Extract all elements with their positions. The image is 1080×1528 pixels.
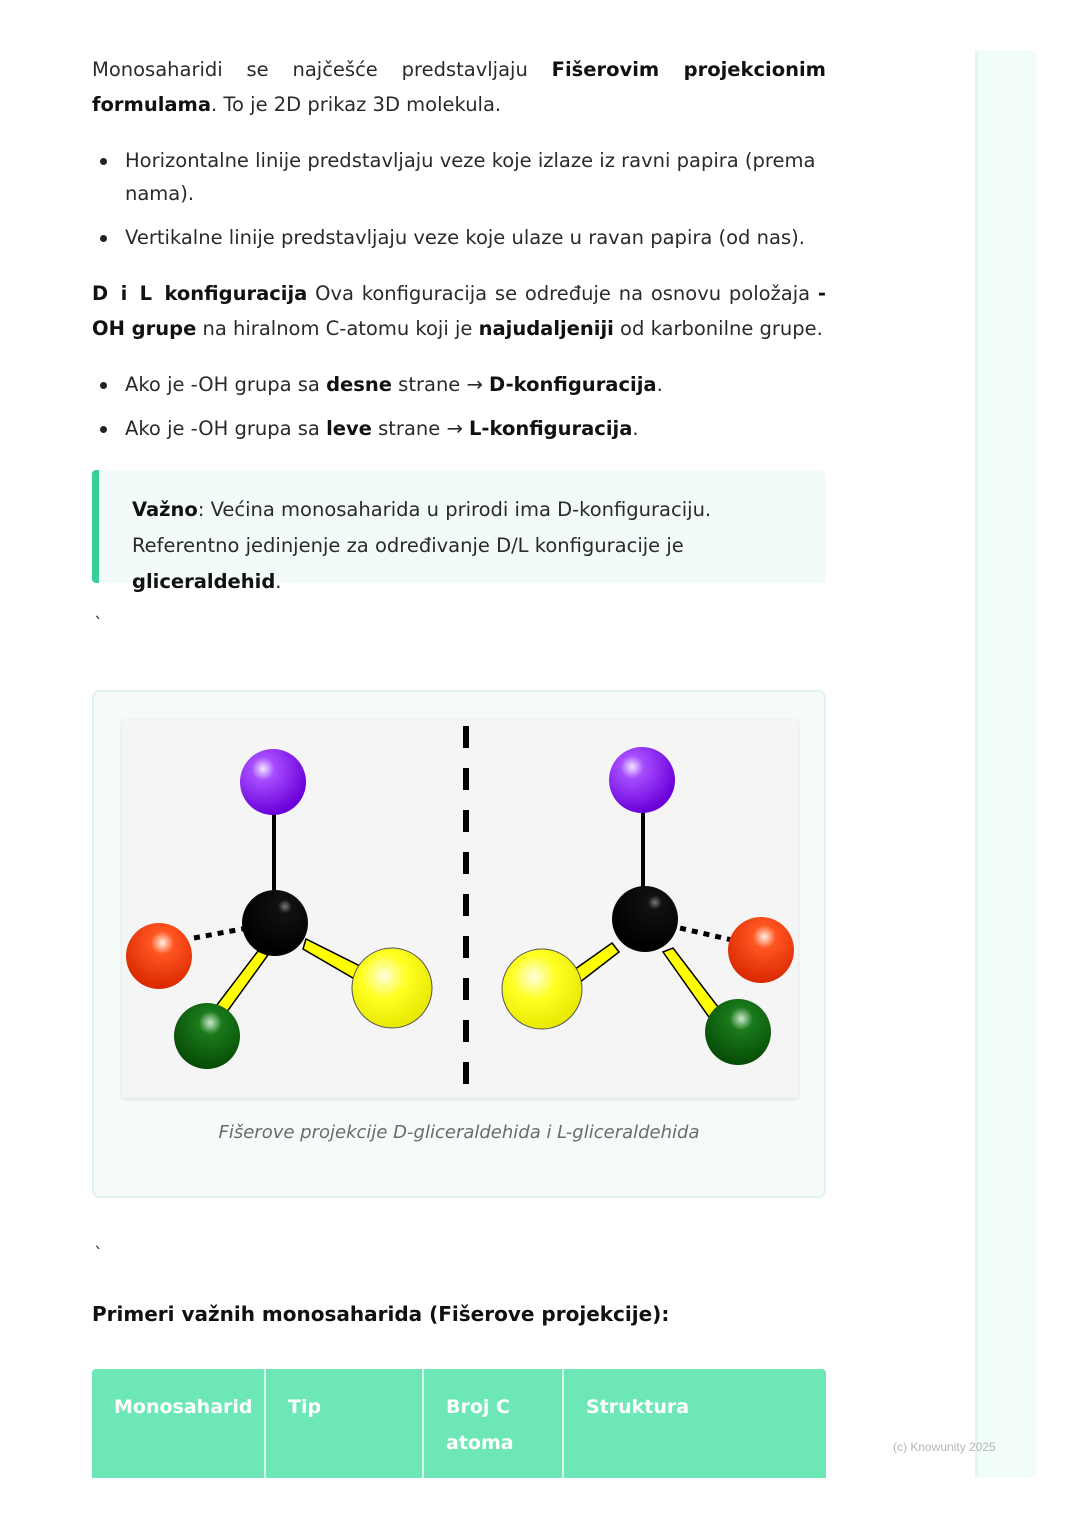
intro-text: Monosaharidi se najčešće predstavljaju	[92, 58, 552, 81]
list-item: Ako je -OH grupa sa desne strane → D-konfiguracija.	[92, 368, 826, 401]
monosaccharides-table-header	[92, 1369, 826, 1478]
dl-text: od karbonilne grupe.	[613, 317, 823, 340]
dl-text: Ova konfiguracija se određuje na osnovu položaja	[307, 282, 818, 305]
atom-green	[174, 1003, 240, 1069]
glyceraldehyde-image	[122, 720, 798, 1098]
atom-center	[242, 890, 308, 956]
dl-rules-list	[92, 368, 826, 456]
stray-backtick: `	[94, 1244, 103, 1265]
dl-text: na hiralnom C-atomu koji je	[196, 317, 479, 340]
d-glyceraldehyde-model	[126, 749, 432, 1069]
column-header-broj-c-atoma: Broj C atoma	[422, 1369, 562, 1478]
intro-paragraph	[92, 52, 826, 122]
dl-heading: D i L konfiguracija	[92, 282, 308, 305]
column-header-struktura: Struktura	[562, 1369, 826, 1478]
atom-top	[609, 747, 675, 813]
intro-bold: Fišerovim projekcionim formulama	[92, 58, 826, 116]
examples-heading: Primeri važnih monosaharida (Fišerove projekcije):	[92, 1302, 670, 1326]
list-item: Vertikalne linije predstavljaju veze koje ulaze u ravan papira (od nas).	[92, 221, 826, 254]
dl-bold-farthest: najudaljeniji	[478, 317, 614, 340]
right-sidebar	[975, 50, 1036, 1478]
figure-card	[92, 690, 826, 1198]
stray-backtick: `	[94, 614, 103, 635]
atom-yellow	[352, 948, 432, 1028]
dl-paragraph	[92, 276, 826, 346]
atom-green	[705, 999, 771, 1065]
callout-text: Važno: Većina monosaharida u prirodi ima D-konfiguraciju. Referentno jedinjenje za određivanje D/L konfiguracije je gliceraldehid.	[132, 498, 712, 593]
atom-yellow	[502, 949, 582, 1029]
l-glyceraldehyde-model	[502, 747, 794, 1065]
copyright-notice: (c) Knowunity 2025	[893, 1440, 996, 1454]
column-header-monosaharid: Monosaharid	[114, 1396, 253, 1418]
important-callout	[92, 470, 826, 593]
callout-bold: gliceraldehid	[132, 570, 276, 593]
projection-rules-list	[92, 144, 826, 265]
list-item: Ako je -OH grupa sa leve strane → L-konfiguracija.	[92, 412, 826, 445]
atom-center	[612, 886, 678, 952]
glyceraldehyde-models-svg	[122, 720, 798, 1098]
atom-hydroxyl	[126, 923, 192, 989]
atom-top	[240, 749, 306, 815]
figure-caption: Fišerove projekcije D-gliceraldehida i L-gliceraldehida	[218, 1122, 700, 1143]
atom-hydroxyl	[728, 917, 794, 983]
column-header-tip: Tip	[264, 1369, 422, 1478]
dl-bold-oh: -OH grupe	[92, 282, 826, 340]
intro-text-end: . To je 2D prikaz 3D molekula.	[211, 93, 502, 116]
callout-label: Važno	[132, 498, 198, 521]
list-item: Horizontalne linije predstavljaju veze koje izlaze iz ravni papira (prema nama).	[92, 144, 826, 210]
